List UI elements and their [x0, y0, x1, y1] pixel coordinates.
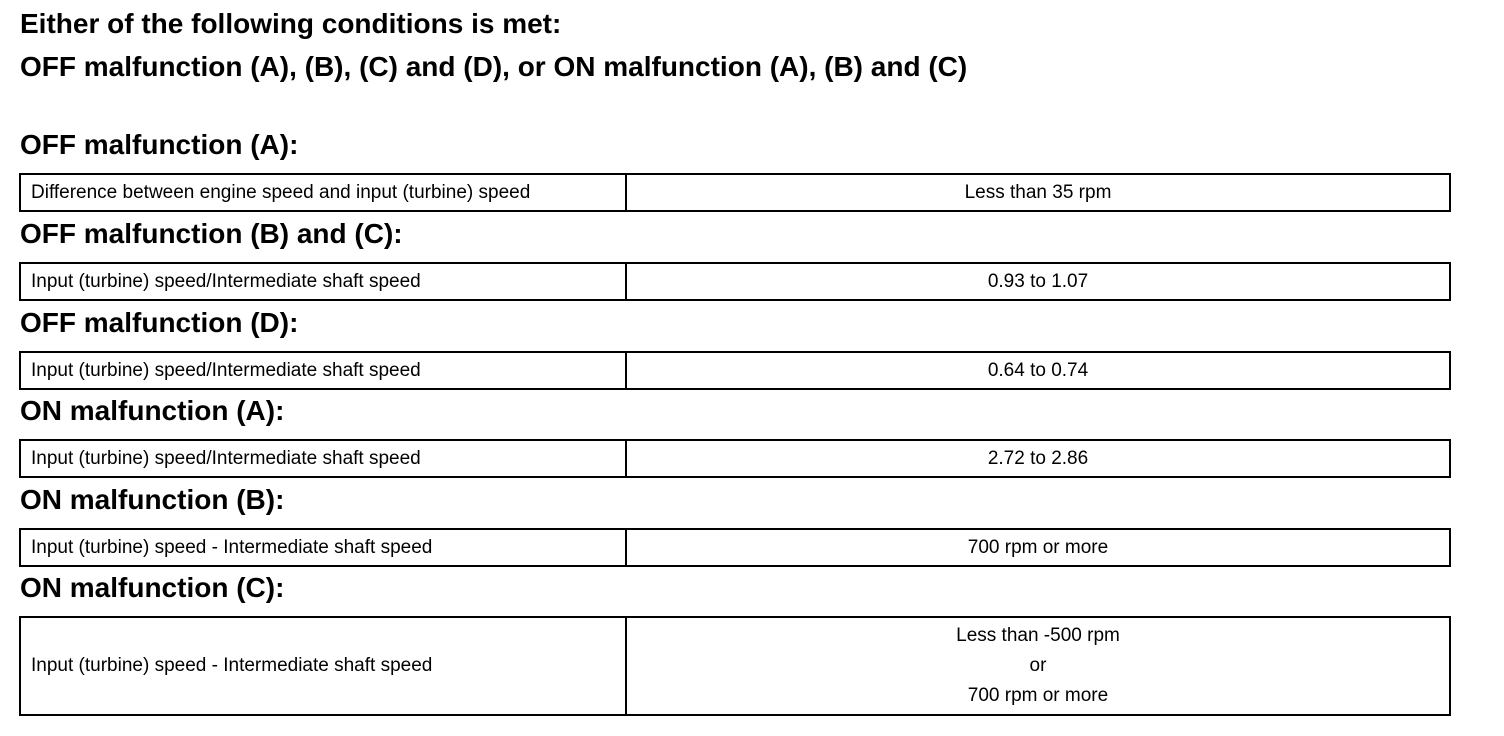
table-row: [20, 352, 1450, 389]
header-line-2: OFF malfunction (A), (B), (C) and (D), or ON malfunction (A), (B) and (C): [20, 51, 968, 82]
section-title-on-b: ON malfunction (B):: [20, 484, 285, 515]
table-row: [20, 529, 1450, 566]
table-row: [20, 263, 1450, 300]
section-title-off-a: OFF malfunction (A):: [20, 129, 299, 160]
table-row: [20, 174, 1450, 211]
value-cell: [626, 263, 1450, 300]
section-title-off-d: OFF malfunction (D):: [20, 307, 299, 338]
value-line: 2.72 to 2.86: [987, 447, 1089, 469]
value-cell: [626, 174, 1450, 211]
value-cell: [626, 352, 1450, 389]
table-row: [20, 440, 1450, 477]
condition-table-on-c: [19, 616, 1451, 716]
value-line: Less than 35 rpm: [964, 181, 1112, 203]
value-line: 700 rpm or more: [967, 536, 1109, 558]
condition-table-off-a: [19, 173, 1451, 212]
header-line-1: Either of the following conditions is met:: [20, 8, 562, 39]
section-title-on-a: ON malfunction (A):: [20, 395, 285, 426]
value-cell: [626, 617, 1450, 715]
value-cell: [626, 529, 1450, 566]
parameter-cell: Input (turbine) speed/Intermediate shaft speed: [20, 263, 626, 300]
value-line: Less than -500 rpm: [956, 625, 1120, 646]
condition-table-off-d: [19, 351, 1451, 390]
parameter-cell: Difference between engine speed and input (turbine) speed: [20, 174, 626, 211]
parameter-cell: Input (turbine) speed/Intermediate shaft speed: [20, 352, 626, 389]
condition-table-on-a: [19, 439, 1451, 478]
parameter-cell: Input (turbine) speed - Intermediate shaft speed: [20, 529, 626, 566]
condition-table-off-b-c: [19, 262, 1451, 301]
section-title-off-b-c: OFF malfunction (B) and (C):: [20, 218, 403, 249]
section-title-on-c: ON malfunction (C):: [20, 572, 285, 603]
value-line: or: [1029, 655, 1047, 676]
value-cell: [626, 440, 1450, 477]
value-line: 0.64 to 0.74: [987, 359, 1089, 381]
table-row: [20, 617, 1450, 715]
value-line: 700 rpm or more: [967, 685, 1109, 706]
parameter-cell: Input (turbine) speed - Intermediate shaft speed: [20, 617, 626, 715]
condition-table-on-b: [19, 528, 1451, 567]
value-line: 0.93 to 1.07: [987, 270, 1089, 292]
parameter-cell: Input (turbine) speed/Intermediate shaft speed: [20, 440, 626, 477]
